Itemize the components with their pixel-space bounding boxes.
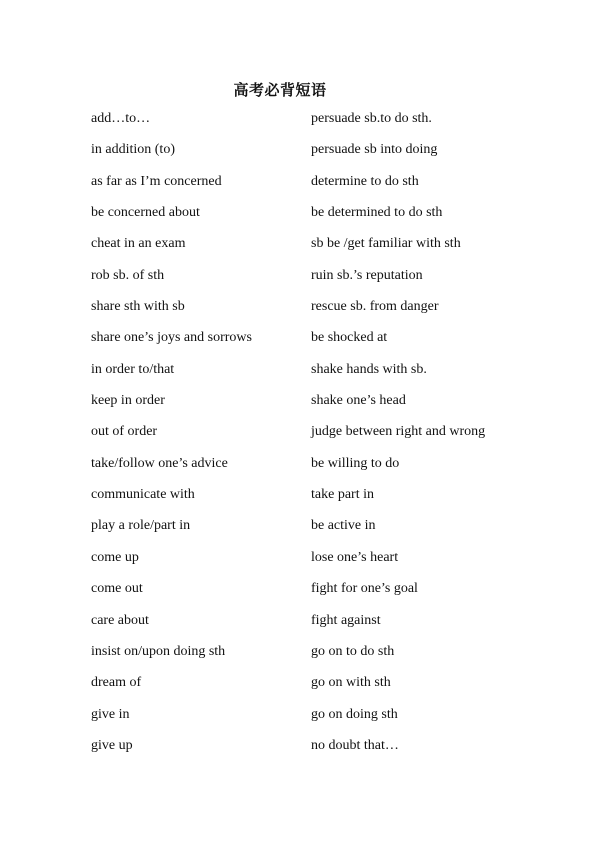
phrase-row: [91, 392, 571, 423]
phrase-right: go on with sth: [311, 675, 391, 691]
phrase-left: come out: [91, 581, 143, 597]
phrase-right: take part in: [311, 487, 374, 503]
phrase-right: lose one’s heart: [311, 549, 399, 565]
phrase-row: [91, 549, 571, 580]
phrase-left: communicate with: [91, 487, 195, 503]
phrase-right: persuade sb into doing: [311, 142, 438, 158]
phrase-left: be concerned about: [91, 205, 200, 221]
phrase-left: add…to…: [91, 111, 151, 126]
phrase-right: be active in: [311, 518, 376, 534]
phrase-row: [91, 455, 571, 486]
phrase-right: determine to do sth: [311, 173, 419, 189]
phrase-left: rob sb. of sth: [91, 267, 165, 283]
phrase-right: shake one’s head: [311, 393, 406, 409]
phrase-right: be willing to do: [311, 455, 400, 471]
phrase-right: be shocked at: [311, 330, 388, 346]
phrase-row: [91, 706, 571, 737]
phrase-right: persuade sb.to do sth.: [311, 111, 432, 126]
phrase-left: in addition (to): [91, 142, 175, 158]
document-title: 高考必背短语: [233, 81, 327, 99]
phrase-left: cheat in an exam: [91, 236, 186, 252]
phrase-row: [91, 517, 571, 548]
phrase-row: [91, 612, 571, 643]
phrase-right: no doubt that…: [311, 737, 399, 753]
phrase-right: be determined to do sth: [311, 205, 443, 221]
phrase-left: give in: [91, 706, 130, 722]
phrase-right: sb be /get familiar with sth: [311, 236, 461, 252]
phrase-row: [91, 267, 571, 298]
phrase-left: dream of: [91, 675, 142, 691]
phrase-list: [91, 110, 571, 768]
phrase-row: [91, 141, 571, 172]
phrase-left: care about: [91, 612, 149, 628]
phrase-left: in order to/that: [91, 361, 175, 377]
phrase-row: [91, 423, 571, 454]
phrase-row: [91, 173, 571, 204]
phrase-right: fight against: [311, 612, 381, 628]
phrase-right: go on doing sth: [311, 706, 398, 722]
phrase-right: judge between right and wrong: [311, 424, 486, 440]
phrase-row: [91, 674, 571, 705]
phrase-left: take/follow one’s advice: [91, 455, 228, 471]
phrase-row: [91, 737, 571, 768]
phrase-right: ruin sb.’s reputation: [311, 267, 423, 283]
phrase-row: [91, 298, 571, 329]
phrase-row: [91, 643, 571, 674]
phrase-left: as far as I’m concerned: [91, 173, 222, 189]
phrase-row: [91, 235, 571, 266]
phrase-right: fight for one’s goal: [311, 581, 418, 597]
phrase-left: play a role/part in: [91, 518, 191, 534]
phrase-row: [91, 361, 571, 392]
phrase-left: out of order: [91, 424, 158, 440]
phrase-row: [91, 204, 571, 235]
phrase-row: [91, 329, 571, 360]
phrase-row: [91, 110, 571, 141]
phrase-right: rescue sb. from danger: [311, 299, 439, 315]
phrase-left: keep in order: [91, 393, 165, 409]
phrase-row: [91, 486, 571, 517]
phrase-right: go on to do sth: [311, 643, 395, 659]
phrase-row: [91, 580, 571, 611]
phrase-left: insist on/upon doing sth: [91, 643, 226, 659]
phrase-left: come up: [91, 549, 139, 565]
phrase-left: share sth with sb: [91, 299, 185, 315]
phrase-left: give up: [91, 737, 133, 753]
phrase-left: share one’s joys and sorrows: [91, 330, 252, 346]
phrase-right: shake hands with sb.: [311, 361, 427, 377]
